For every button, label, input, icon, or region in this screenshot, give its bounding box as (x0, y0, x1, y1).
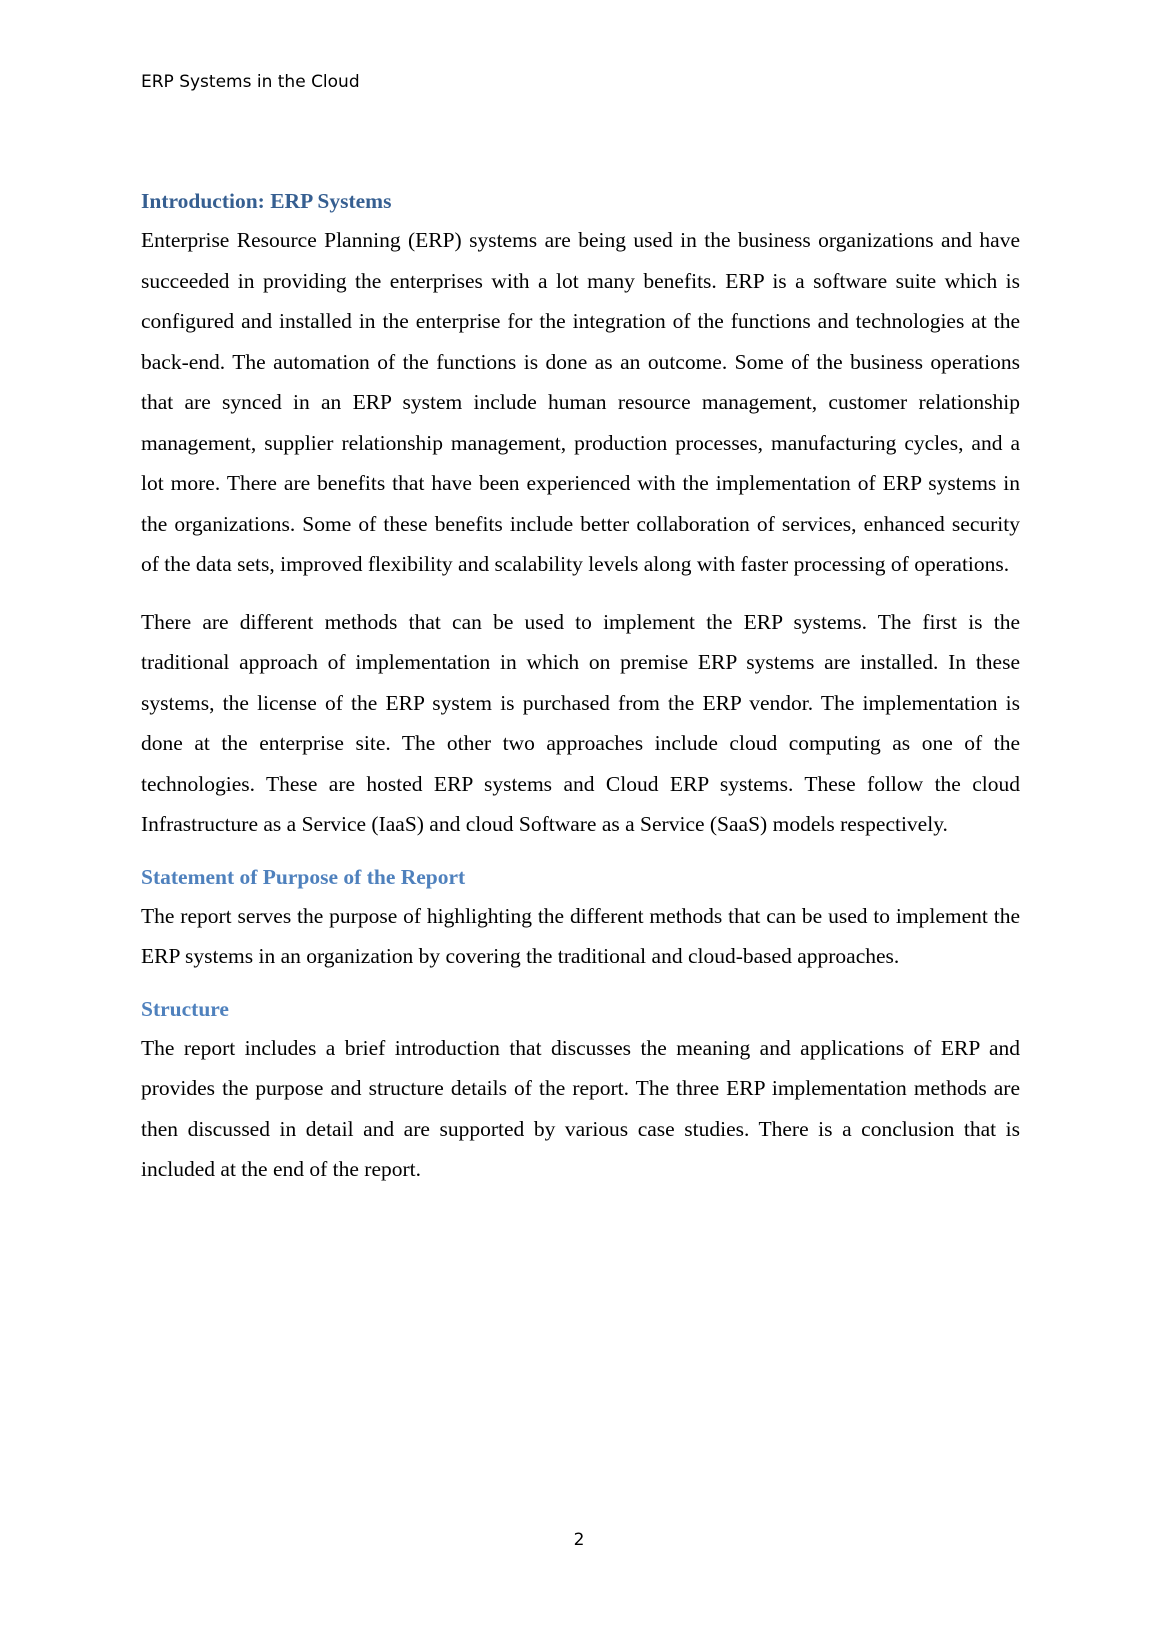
heading-introduction: Introduction: ERP Systems (141, 189, 392, 213)
heading-structure: Structure (141, 996, 229, 1021)
heading-statement-of-purpose: Statement of Purpose of the Report (141, 864, 466, 889)
paragraph-introduction-2: There are different methods that can be used to implement the ERP systems. The first is the traditional approach of implementation in which on premise ERP systems are installed. In these systems, the license of the ERP system is purchased from the ERP vendor. The implementation is done at the enterprise site. The other two approaches include cloud computing as one of the technologies. These are hosted ERP systems and Cloud ERP systems. These follow the cloud Infrastructure as a Service (IaaS) and cloud Software as a Service (SaaS) models respectively. (141, 609, 1020, 836)
paragraph-structure: The report includes a brief introduction that discusses the meaning and applications of ERP and provides the purpose and structure details of the report. The three ERP implementation methods are then discussed in detail and are supported by various case studies. There is a conclusion that is included at the end of the report. (141, 1035, 1020, 1181)
paragraph-purpose: The report serves the purpose of highlighting the different methods that can be used to implement the ERP systems in an organization by covering the traditional and cloud-based approaches. (141, 903, 1020, 968)
running-header: ERP Systems in the Cloud (141, 72, 360, 92)
document-body (141, 186, 1020, 1190)
paragraph-introduction-1: Enterprise Resource Planning (ERP) systems are being used in the business organizations and have succeeded in providing the enterprises with a lot many benefits. ERP is a software suite which is configured and installed in the enterprise for the integration of the functions and technologies at the back-end. The automation of the functions is done as an outcome. Some of the business operations that are synced in an ERP system include human resource management, customer relationship management, supplier relationship management, production processes, manufacturing cycles, and a lot more. There are benefits that have been experienced with the implementation of ERP systems in the organizations. Some of these benefits include better collaboration of services, enhanced security of the data sets, improved flexibility and scalability levels along with faster processing of operations. (141, 228, 1020, 576)
page-number: 2 (573, 1530, 585, 1550)
